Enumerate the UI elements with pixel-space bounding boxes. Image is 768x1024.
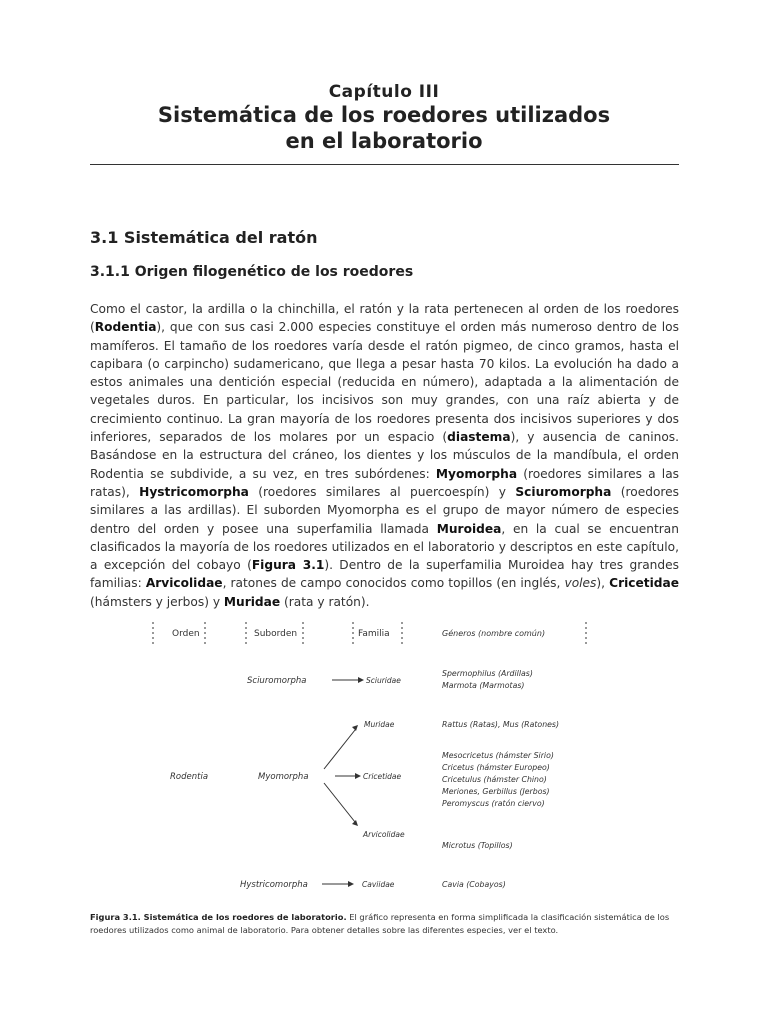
header-generos: Géneros (nombre común) bbox=[442, 629, 546, 638]
emphasis-term: Sciuromorpha bbox=[515, 484, 612, 499]
family-sciuridae: Sciuridae bbox=[366, 676, 401, 685]
paragraph-text: (rata y ratón). bbox=[280, 594, 370, 609]
paragraph-text: (roedores similares a las ratas), bbox=[90, 466, 680, 499]
genus-marmota: Marmota (Marmotas) bbox=[442, 681, 525, 690]
order-rodentia: Rodentia bbox=[170, 772, 209, 782]
suborder-hystricomorpha: Hystricomorpha bbox=[240, 880, 308, 890]
chapter-label: Capítulo III bbox=[328, 82, 440, 102]
genus-microtus: Microtus (Topillos) bbox=[442, 841, 513, 850]
genus-cricetulus: Cricetulus (hámster Chino) bbox=[442, 775, 547, 784]
paragraph-text: ). Dentro de la superfamilia Muroidea hay tres grandes familias: bbox=[90, 558, 679, 591]
emphasis-term: Muroidea bbox=[436, 521, 502, 536]
emphasis-term: Cricetidae bbox=[609, 576, 679, 591]
genus-meriones-gerbillus: Meriones, Gerbillus (Jerbos) bbox=[442, 787, 550, 796]
emphasis-term: Arvicolidae bbox=[145, 576, 223, 591]
paragraph-text: (hámsters y jerbos) y bbox=[90, 594, 224, 609]
paragraph-text: ), bbox=[596, 576, 610, 591]
paragraph-text: Como el castor, la ardilla o la chinchilla, el ratón y la rata pertenecen al orden de los roedores ( bbox=[90, 302, 679, 335]
chapter-title bbox=[0, 102, 768, 154]
genus-peromyscus: Peromyscus (ratón ciervo) bbox=[442, 799, 545, 808]
paragraph-text: , ratones de campo conocidos como topillos (en inglés, bbox=[222, 576, 565, 591]
header-familia: Familia bbox=[358, 629, 390, 639]
family-muridae: Muridae bbox=[364, 720, 395, 729]
paragraph-text: , en la cual se encuentran clasificados la mayoría de los roedores utilizados en el laboratorio y descriptos en este capítulo, a excepción del cobayo ( bbox=[90, 521, 679, 573]
emphasis-term: Muridae bbox=[223, 594, 281, 609]
genus-mesocricetus: Mesocricetus (hámster Sirio) bbox=[442, 751, 554, 760]
chapter-title-line-2: en el laboratorio bbox=[285, 129, 483, 153]
emphasis-term: Figura 3.1 bbox=[251, 558, 325, 573]
chapter-divider bbox=[90, 164, 679, 165]
suborder-myomorpha: Myomorpha bbox=[258, 772, 309, 782]
body-paragraph bbox=[90, 300, 679, 611]
genus-cavia: Cavia (Cobayos) bbox=[442, 880, 506, 889]
paragraph-text: ), y ausencia de caninos. Basándose en la estructura del cráneo, los dientes y los músculos de la mandíbula, el orden Rodentia se subdivide, a su vez, en tres subórdenes: bbox=[90, 430, 679, 481]
paragraph-text: (roedores similares al puercoespín) y bbox=[248, 484, 516, 499]
header-orden: Orden bbox=[172, 629, 200, 639]
chapter-title-line-1: Sistemática de los roedores utilizados bbox=[157, 103, 611, 127]
figure-caption-text: El gráfico representa en forma simplificada la clasificación sistemática de los roedores utilizados como animal de laboratorio. Para obtener detalles sobre las diferentes especies, ver el texto. bbox=[90, 912, 670, 935]
figure-caption-label: Figura 3.1. Sistemática de los roedores de laboratorio. bbox=[90, 912, 347, 922]
italic-term: voles bbox=[564, 576, 597, 591]
paragraph-text: ), que con sus casi 2.000 especies constituye el orden más numeroso dentro de los mamíferos. El tamaño de los roedores varía desde el ratón pigmeo, de cinco gramos, hasta el capibara (o carpincho) sudamericano, que llega a pesar hasta 70 kilos. La evolución ha dado a estos animales una dentición especial (reducida en número), adaptada a la alimentación de vegetales duros. En particular, los incisivos son muy grandes, con una raíz abierta y de crecimiento continuo. La gran mayoría de los roedores presenta dos incisivos superiores y dos inferiores, separados de los molares por un espacio ( bbox=[90, 320, 679, 445]
paragraph-text: (roedores similares a las ardillas). El suborden Myomorpha es el grupo de mayor número de especies dentro del orden y posee una superfamilia llamada bbox=[90, 484, 679, 536]
emphasis-term: Myomorpha bbox=[435, 466, 518, 481]
family-caviidae: Caviidae bbox=[362, 880, 395, 889]
family-cricetidae: Cricetidae bbox=[363, 772, 402, 781]
suborder-sciuromorpha: Sciuromorpha bbox=[247, 676, 307, 686]
emphasis-term: Hystricomorpha bbox=[139, 484, 249, 499]
header-suborden: Suborden bbox=[254, 629, 298, 639]
genus-rattus-mus: Rattus (Ratas), Mus (Ratones) bbox=[442, 720, 560, 729]
emphasis-term: Rodentia bbox=[94, 320, 157, 335]
figure-caption bbox=[90, 911, 679, 936]
emphasis-term: diastema bbox=[447, 430, 511, 445]
taxonomy-figure bbox=[150, 612, 600, 902]
genus-spermophilus: Spermophilus (Ardillas) bbox=[442, 669, 533, 678]
section-heading: 3.1 Sistemática del ratón bbox=[90, 228, 318, 247]
subsection-heading: 3.1.1 Origen filogenético de los roedores bbox=[90, 264, 414, 280]
genus-cricetus: Cricetus (hámster Europeo) bbox=[442, 763, 550, 772]
family-arvicolidae: Arvicolidae bbox=[363, 830, 405, 839]
